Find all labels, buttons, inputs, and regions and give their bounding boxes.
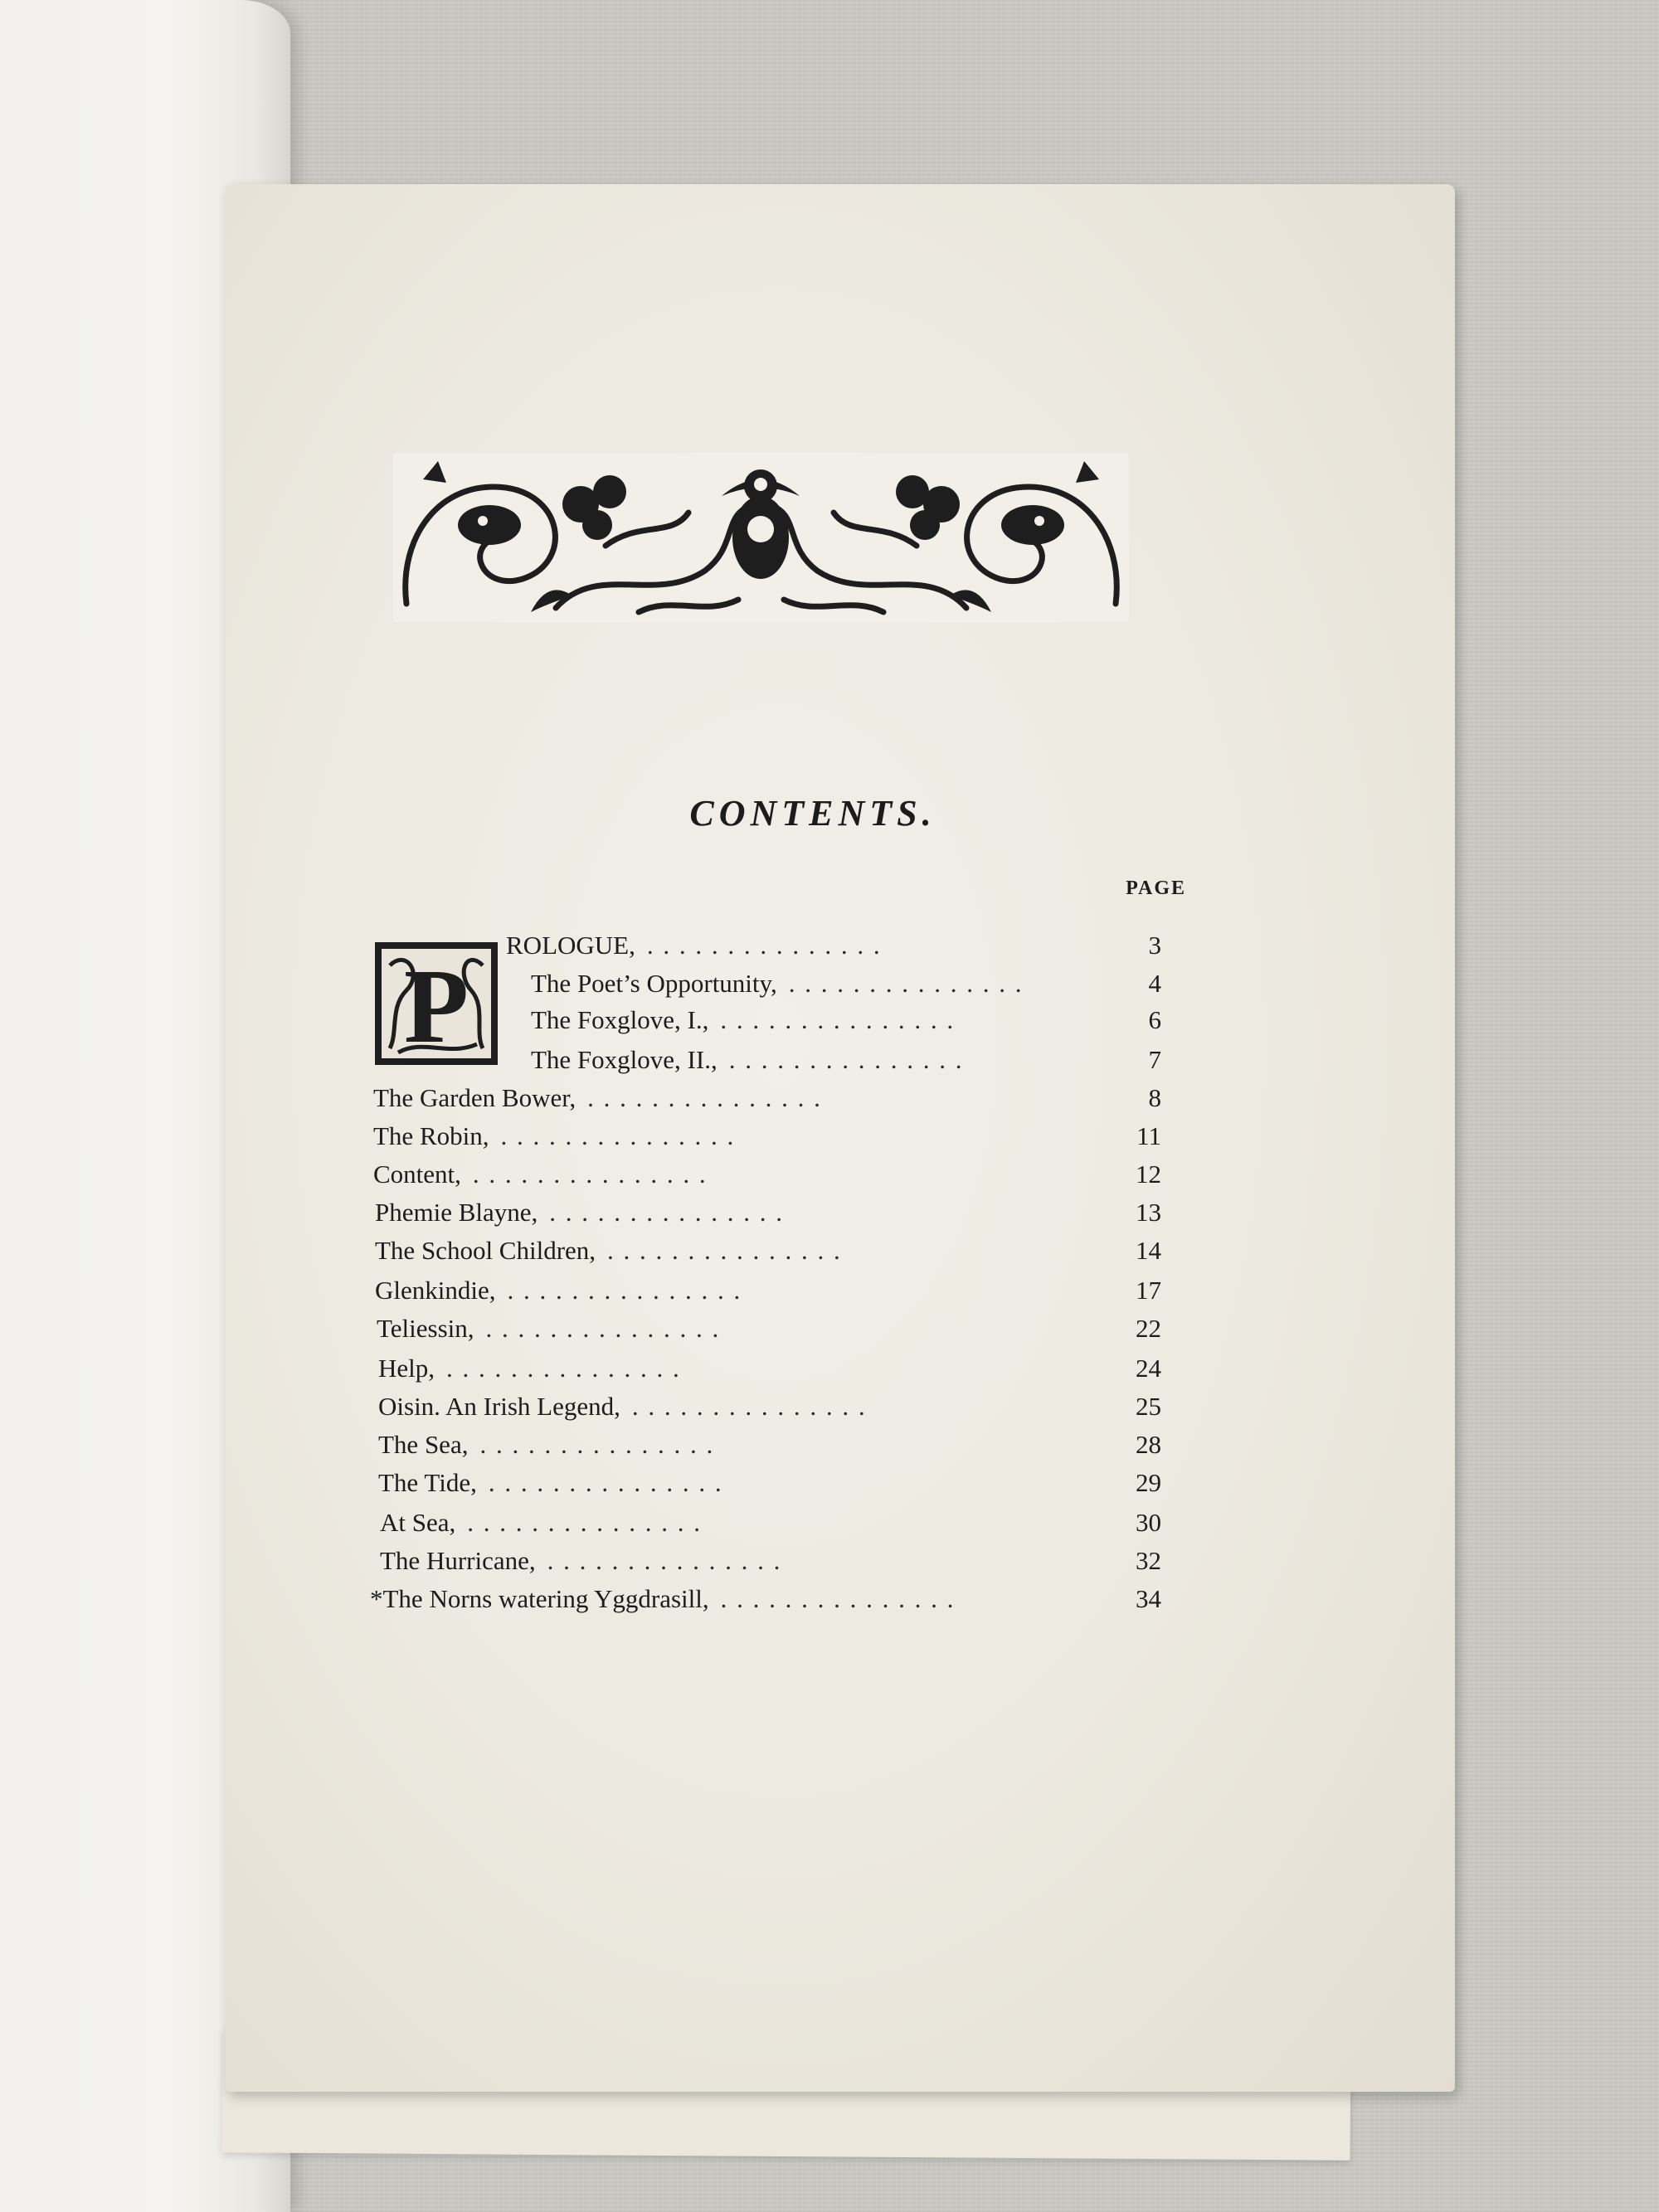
dot-leaders bbox=[647, 931, 1105, 960]
dot-leaders bbox=[508, 1276, 1106, 1305]
toc-entry bbox=[375, 1276, 1161, 1314]
toc-entry-title: Teliessin, bbox=[377, 1314, 474, 1343]
toc-entry bbox=[380, 1508, 1161, 1546]
dot-leaders bbox=[549, 1198, 1105, 1228]
drop-cap-letter: P bbox=[403, 947, 469, 1065]
dot-leaders bbox=[473, 1159, 1105, 1189]
toc-entry bbox=[531, 969, 1161, 1007]
toc-entry-title: The School Children, bbox=[375, 1236, 596, 1265]
toc-entry-title: The Robin, bbox=[373, 1121, 489, 1150]
toc-entry-title: Help, bbox=[378, 1354, 435, 1383]
toc-entry-title: The Foxglove, II., bbox=[531, 1045, 718, 1074]
toc-entry-page: 28 bbox=[1136, 1430, 1161, 1459]
dot-leaders bbox=[729, 1045, 1105, 1075]
contents-title: CONTENTS. bbox=[689, 793, 937, 834]
toc-entry-title: The Poet’s Opportunity, bbox=[531, 969, 777, 998]
toc-entry bbox=[375, 1236, 1161, 1274]
toc-entry-page: 12 bbox=[1136, 1159, 1161, 1189]
toc-entry-page: 3 bbox=[1148, 931, 1161, 960]
toc-entry bbox=[370, 1584, 1161, 1622]
toc-entry bbox=[375, 1198, 1161, 1236]
toc-entry bbox=[373, 1083, 1161, 1121]
toc-entry bbox=[373, 1121, 1161, 1159]
toc-entry-title: *The Norns watering Yggdrasill, bbox=[370, 1584, 709, 1613]
dot-leaders bbox=[467, 1508, 1105, 1538]
dot-leaders bbox=[587, 1083, 1105, 1113]
toc-entry-page: 25 bbox=[1136, 1392, 1161, 1421]
dot-leaders bbox=[446, 1354, 1105, 1383]
toc-entry bbox=[380, 1546, 1161, 1584]
toc-entry-title: Glenkindie, bbox=[375, 1276, 496, 1305]
toc-entry-title: The Sea, bbox=[378, 1430, 469, 1459]
dot-leaders bbox=[501, 1121, 1106, 1151]
toc-entry-page: 32 bbox=[1136, 1546, 1161, 1575]
toc-entry-page: 11 bbox=[1136, 1121, 1161, 1150]
toc-entry-page: 17 bbox=[1136, 1276, 1161, 1305]
toc-entry bbox=[378, 1392, 1161, 1430]
dot-leaders bbox=[720, 1005, 1105, 1035]
toc-entry-page: 8 bbox=[1148, 1083, 1161, 1112]
dot-leaders bbox=[721, 1584, 1105, 1614]
toc-entry bbox=[377, 1314, 1161, 1352]
page-column-header: PAGE bbox=[1126, 878, 1186, 899]
toc-entry-title: Oisin. An Irish Legend, bbox=[378, 1392, 620, 1421]
toc-entry bbox=[378, 1430, 1161, 1468]
toc-entry-page: 4 bbox=[1148, 969, 1161, 998]
toc-entry bbox=[378, 1468, 1161, 1506]
toc-entry-page: 14 bbox=[1136, 1236, 1161, 1265]
toc-entry-title: The Foxglove, I., bbox=[531, 1005, 709, 1034]
toc-entry bbox=[373, 1159, 1161, 1198]
toc-entry-title: At Sea, bbox=[380, 1508, 456, 1537]
dot-leaders bbox=[479, 1430, 1105, 1460]
toc-entry-page: 24 bbox=[1136, 1354, 1161, 1383]
toc-entry-page: 34 bbox=[1136, 1584, 1161, 1613]
toc-entry-page: 6 bbox=[1148, 1005, 1161, 1034]
toc-entry-title: Phemie Blayne, bbox=[375, 1198, 538, 1227]
toc-entry bbox=[506, 931, 1161, 969]
toc-entry-page: 30 bbox=[1136, 1508, 1161, 1537]
toc-entry-page: 13 bbox=[1136, 1198, 1161, 1227]
decorated-initial-p-icon bbox=[373, 941, 499, 1067]
toc-entry-page: 7 bbox=[1148, 1045, 1161, 1074]
toc-entry-page: 29 bbox=[1136, 1468, 1161, 1497]
toc-entry bbox=[378, 1354, 1161, 1392]
toc-entry bbox=[531, 1045, 1161, 1083]
dot-leaders bbox=[547, 1546, 1105, 1576]
dot-leaders bbox=[486, 1314, 1105, 1344]
toc-entry-title: Content, bbox=[373, 1159, 461, 1189]
dot-leaders bbox=[632, 1392, 1105, 1422]
floral-headpiece-ornament-icon bbox=[390, 446, 1132, 629]
dot-leaders bbox=[607, 1236, 1105, 1266]
toc-entry-title: ROLOGUE, bbox=[506, 931, 635, 960]
dot-leaders bbox=[489, 1468, 1105, 1498]
toc-entry-title: The Garden Bower, bbox=[373, 1083, 577, 1112]
dot-leaders bbox=[789, 969, 1105, 999]
toc-entry-page: 22 bbox=[1136, 1314, 1161, 1343]
toc-entry-title: The Hurricane, bbox=[380, 1546, 536, 1575]
toc-entry-title: The Tide, bbox=[378, 1468, 477, 1497]
toc-entry bbox=[531, 1005, 1161, 1043]
